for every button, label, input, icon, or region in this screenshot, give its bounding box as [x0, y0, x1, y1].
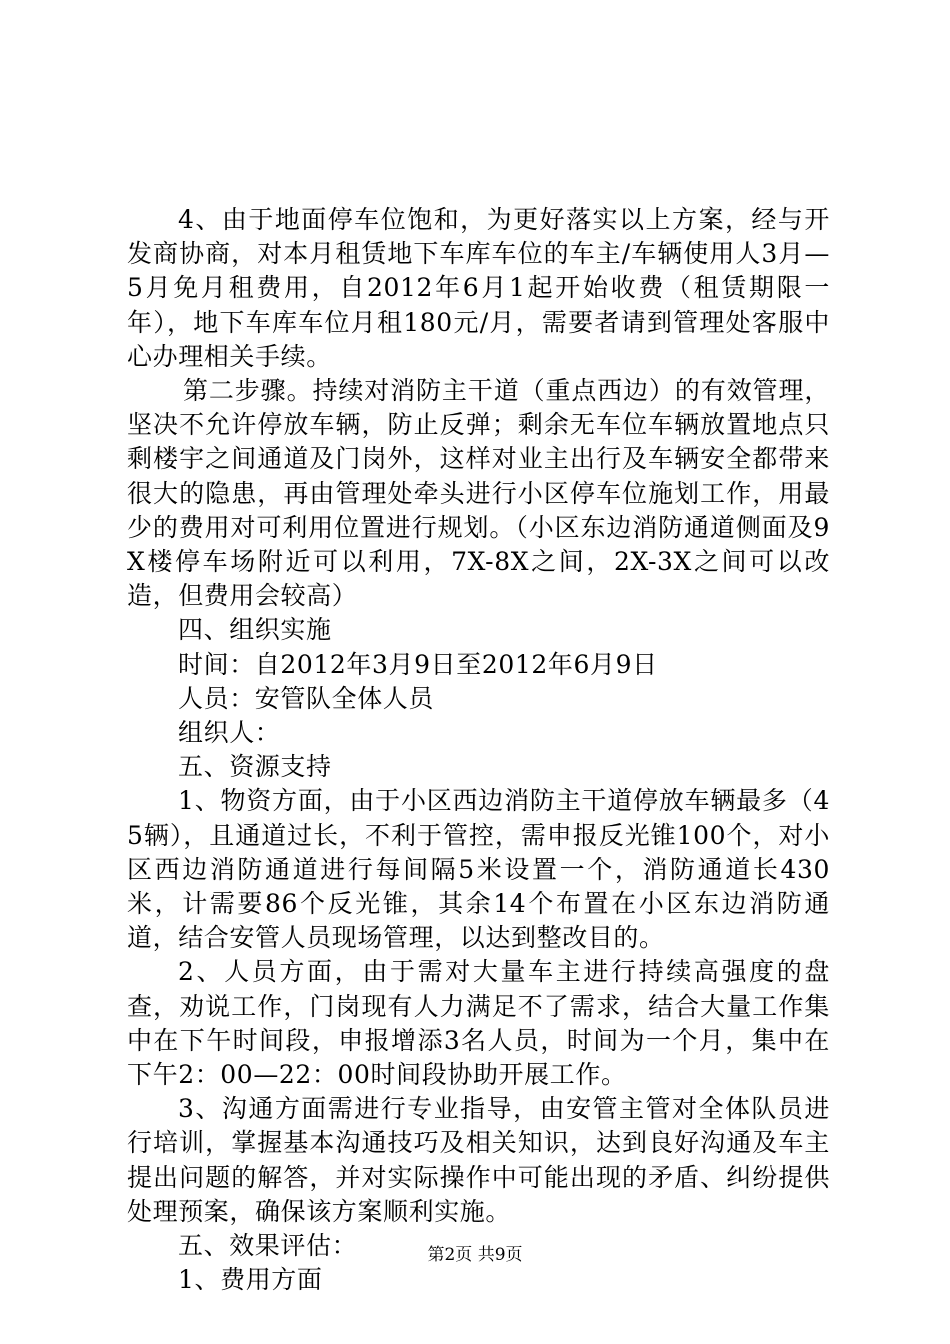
paragraph-underground-parking: 4、由于地面停车位饱和，为更好落实以上方案，经与开发商协商，对本月租赁地下车库车位的车主/车辆使用人3月—5月免月租费用，自2012年6月1起开始收费（租赁期限一年），地下车库车位月租180元/月，需要者请到管理处客服中心办理相关手续。: [127, 205, 830, 371]
paragraph-materials: 1、物资方面，由于小区西边消防主干道停放车辆最多（45辆），且通道过长，不利于管控，需申报反光锥100个，对小区西边消防通道进行每间隔5米设置一个，消防通道长430米，计需要86个反光锥，其余14个布置在小区东边消防通道，结合安管人员现场管理，以达到整改目的。: [127, 786, 830, 953]
heading-effect-evaluation: 五、效果评估：: [178, 1231, 358, 1261]
paragraph-time: 时间：自2012年3月9日至2012年6月9日: [178, 649, 658, 679]
heading-organization: 四、组织实施: [178, 615, 332, 645]
paragraph-organizer: 组织人：: [178, 718, 281, 748]
paragraph-communication: 3、沟通方面需进行专业指导，由安管主管对全体队员进行培训，掌握基本沟通技巧及相关知识，达到良好沟通及车主提出问题的解答，并对实际操作中可能出现的矛盾、纠纷提供处理预案，确保该方案顺利实施。: [127, 1094, 830, 1226]
page-number-footer: 第2页 共9页: [427, 1245, 523, 1265]
document-body: [127, 203, 830, 1298]
paragraph-personnel: 人员：安管队全体人员: [178, 683, 435, 713]
paragraph-staffing: 2、人员方面，由于需对大量车主进行持续高强度的盘查，劝说工作，门岗现有人力满足不了需求，结合大量工作集中在下午时间段，申报增添3名人员，时间为一个月，集中在下午2：00—22：00时间段协助开展工作。: [127, 957, 830, 1090]
paragraph-step-two: 第二步骤。持续对消防主干道（重点西边）的有效管理，坚决不允许停放车辆，防止反弹；剩余无车位车辆放置地点只剩楼宇之间通道及门岗外，这样对业主出行及车辆安全都带来很大的隐患，再由管理处牵头进行小区停车位施划工作，用最少的费用对可利用位置进行规划。（小区东边消防通道侧面及9X楼停车场附近可以利用，7X-8X之间，2X-3X之间可以改造，但费用会较高）: [127, 376, 830, 611]
paragraph-cost: 1、费用方面: [178, 1265, 323, 1295]
heading-resource-support: 五、资源支持: [178, 752, 332, 782]
